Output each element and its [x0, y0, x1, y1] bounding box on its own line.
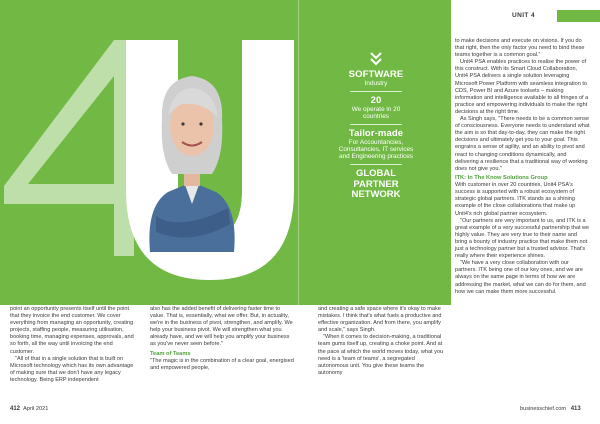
fact-countries-head: 20 [370, 95, 382, 106]
text-column-4 [455, 38, 590, 296]
paragraph: and creating a safe space where it's okay to make mistakes. I think that's what fuels a productive and effective organization. And from there, you amplify and scale," says Singh. [318, 306, 442, 334]
page-number-right: 413 [570, 406, 581, 412]
subheading-team-of-teams: Team of Teams [150, 350, 191, 357]
page-number-left: 412 [10, 406, 21, 412]
page-gutter [298, 0, 299, 305]
folio-right [520, 406, 581, 412]
key-facts-panel [338, 52, 414, 201]
fact-tailor-sub: For Accountancies, Consultancies, IT services and Engineering practices [338, 139, 414, 160]
folio-left [10, 406, 48, 412]
paragraph: "We have a very close collaboration with our partners. ITK being one of our key ones, and we are always on the same page in terms of how we are addressing the market, what we can do for them, and how we can make them more successful. [455, 260, 586, 295]
chevron-down-icon [370, 52, 382, 66]
businesswoman-portrait [132, 56, 252, 256]
text-column-1 [10, 306, 136, 384]
section-label: UNIT 4 [512, 12, 535, 19]
site-name: businesschief.com [520, 406, 567, 412]
fact-countries-sub: We operate in 20 countries [351, 106, 401, 120]
paragraph: point an opportunity presents itself until the point that they invoice the end customer. We cover everything from managing an opportunity, creating projects, staffing people, measuring utilisation, booking time, managing expenses, approvals, and so forth, all the way until invoicing the end customer. [10, 306, 134, 355]
text-column-3 [318, 306, 446, 377]
fact-industry-sub: Industry [364, 80, 388, 87]
paragraph: As Singh says, "There needs to be a common sense of consciousness. Everyone needs to understand what the aim is so that day-to-day, they can make the right decisions and ultimately get you to your goal. This engrains a sense of agility, and an ability to pivot and react to changing conditions dynamically, and delivering a resilience that a traditional way of working does not give you." [455, 116, 590, 172]
paragraph: also has the added benefit of delivering faster time to value. That is, essentially, what we offer. But, in actuality, we're in the business of pivot, strengthen, and amplify. We help your business pivot. We will strengthen what you already have, and we will help you amplify your business as you've never seen before." [150, 306, 293, 348]
divider [350, 124, 402, 125]
fact-industry-head: SOFTWARE [348, 69, 404, 80]
divider [350, 164, 402, 165]
issue-date: April 2021 [23, 406, 49, 412]
subheading-itk: ITK: In The Know Solutions Group [455, 174, 548, 181]
paragraph: to make decisions and execute on visions. If you do that right, then the only factor you need to bind these teams together is a common goal." [455, 38, 585, 59]
paragraph: With customer in over 20 countries, Unit4 PSA's success is supported with a robust ecosystem of strategic global partners. ITK stands as a shining example of the close collaborations that make up Unit4's rich global partner ecosystem. [455, 182, 576, 217]
paragraph: Unit4 PSA enables practices to realise the power of this construct. With its Smart Cloud Collaboration, Unit4 PSA delivers a single solution leveraging Microsoft Power Platform with seamless integration to CDS, Power BI and Azure toolsets – making information and intelligence available to all fringes of a practice and empowering individuals to make the right decisions at the right time. [455, 59, 589, 115]
text-column-2 [150, 306, 294, 372]
paragraph: "Our partners are very important to us, and ITK is a great example of a very successful partnership that we highly value. They are very true to their name and bring a bounty of industry practice that make them not just a technology partner but a trusted advisor. That's really where their experience shines. [455, 217, 590, 260]
paragraph: "The magic is in the combination of a clear goal, energised and empowered people, [150, 357, 294, 372]
paragraph: "All of that in a single solution that is built on Microsoft technology which has its own advantage of making sure that we don't have any legacy technology. Being ERP independent [10, 355, 134, 383]
section-tab-bar [557, 10, 600, 22]
fact-tailor-head: Tailor-made [348, 128, 404, 139]
paragraph: "When it comes to decision-making, a traditional team gums itself up, creating a choke point. And at the pace at which the world moves today, what you need is a 'team of teams', a segregated autonomous unit. You give these teams the autonomy [318, 334, 444, 376]
divider [350, 91, 402, 92]
fact-partner-network: GLOBAL PARTNER NETWORK [351, 168, 401, 200]
